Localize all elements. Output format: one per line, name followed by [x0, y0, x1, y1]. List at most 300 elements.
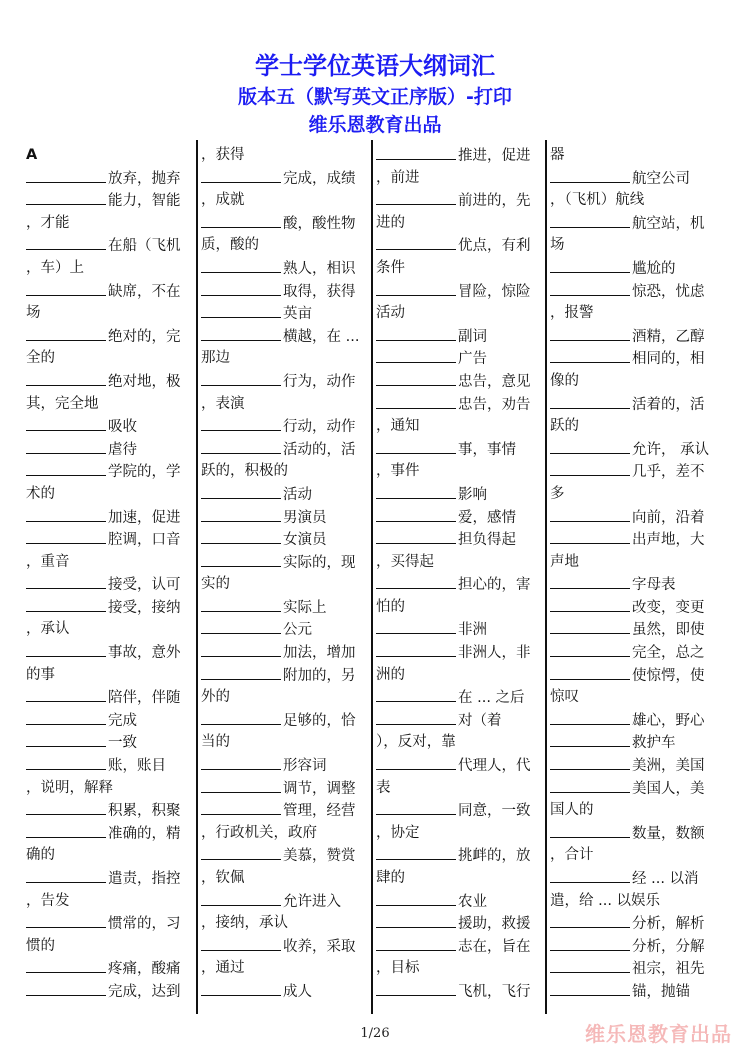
vocab-row [550, 257, 712, 280]
vocab-row [376, 664, 538, 687]
answer-blank-line [376, 980, 456, 996]
vocab-row [26, 686, 188, 709]
answer-blank-line [26, 754, 106, 770]
definition-text: 加速，促进 [108, 509, 181, 526]
definition-text: ，目标 [376, 960, 420, 977]
vocab-row [550, 460, 712, 483]
definition-text: 锚，抛锚 [632, 983, 690, 1000]
definition-text: 收养，采取 [283, 938, 356, 955]
vocab-row [26, 799, 188, 822]
definition-text: 实际上 [283, 599, 327, 616]
vocab-row [201, 302, 363, 325]
vocab-row [26, 822, 188, 845]
answer-blank-line [550, 935, 630, 951]
vocab-row [26, 731, 188, 754]
definition-text: 怕的 [376, 598, 405, 615]
vocab-row [376, 573, 538, 596]
definition-text: 表 [376, 779, 391, 796]
vocab-row [201, 844, 363, 867]
answer-blank-line [26, 280, 106, 296]
vocab-row [376, 483, 538, 506]
vocab-row [26, 528, 188, 551]
vocab-row [376, 641, 538, 664]
vocab-row [201, 822, 363, 845]
vocab-row [376, 980, 538, 1003]
definition-text: 雄心，野心 [632, 712, 705, 729]
vocab-row [26, 393, 188, 416]
definition-text: 农业 [458, 893, 487, 910]
answer-blank-line [550, 460, 630, 476]
vocab-row [550, 347, 712, 370]
answer-blank-line [550, 596, 630, 612]
vocab-row [26, 935, 188, 958]
definition-text: 字母表 [632, 577, 676, 594]
definition-text: 飞机，飞行 [458, 983, 531, 1000]
definition-text: ，接纳，承认 [201, 915, 288, 932]
definition-text: 横越，在 ... [283, 328, 360, 345]
definition-text: 多 [550, 485, 565, 502]
vocab-row [550, 596, 712, 619]
vocab-row [201, 573, 363, 596]
definition-text: 实际的，现 [283, 554, 356, 571]
vocab-row [376, 822, 538, 845]
vocab-row [26, 234, 188, 257]
vocab-row [26, 844, 188, 867]
vocab-row [550, 799, 712, 822]
definition-text: 相同的，相 [632, 351, 705, 368]
answer-blank-line [550, 325, 630, 341]
vocab-row [201, 415, 363, 438]
definition-text: 英亩 [283, 306, 312, 323]
definition-text: 账，账目 [108, 758, 166, 775]
definition-text: ，合计 [550, 847, 594, 864]
definition-text: 陪伴，伴随 [108, 690, 181, 707]
definition-text: 其，完全地 [26, 395, 99, 412]
answer-blank-line [550, 280, 630, 296]
answer-blank-line [376, 618, 456, 634]
vocab-row [376, 777, 538, 800]
vocab-row [26, 483, 188, 506]
vocab-row [376, 370, 538, 393]
vocab-row [550, 686, 712, 709]
vocab-row [201, 393, 363, 416]
vocab-row [550, 370, 712, 393]
definition-text: 完成 [108, 712, 137, 729]
vocab-row [201, 799, 363, 822]
definition-text: 当的 [201, 734, 230, 751]
vocab-row [201, 460, 363, 483]
answer-blank-line [550, 641, 630, 657]
definition-text: 管理，经营 [283, 803, 356, 820]
answer-blank-line [26, 167, 106, 183]
publisher-watermark: 维乐恩教育出品 [585, 1022, 732, 1046]
definition-text: 推进，促进 [458, 148, 531, 164]
answer-blank-line [201, 754, 281, 770]
definition-text: 志在，旨在 [458, 938, 531, 955]
answer-blank-line [550, 393, 630, 409]
definition-text: 允许进入 [283, 893, 341, 910]
vocab-row [550, 980, 712, 1003]
definition-text: 准确的，精 [108, 825, 181, 842]
definition-text: 美国人，美 [632, 780, 705, 797]
answer-blank-line [550, 167, 630, 183]
definition-text: 活动的，活 [283, 441, 356, 458]
vocab-row [26, 596, 188, 619]
answer-blank-line [376, 890, 456, 906]
definition-text: ，获得 [201, 147, 245, 163]
vocab-row [550, 754, 712, 777]
vocab-row [201, 506, 363, 529]
definition-text: 遣责，指控 [108, 871, 181, 887]
vocab-row [201, 483, 363, 506]
answer-blank-line [550, 664, 630, 680]
answer-blank-line [26, 709, 106, 725]
answer-blank-line [201, 551, 281, 567]
definition-text: 调节，调整 [283, 780, 356, 797]
vocab-row [550, 438, 712, 461]
vocab-row [376, 686, 538, 709]
vocab-row [550, 189, 712, 212]
vocab-row [376, 415, 538, 438]
vocab-row [550, 415, 712, 438]
vocab-row [201, 709, 363, 732]
definition-text: 几乎，差不 [632, 464, 705, 481]
vocab-row [376, 709, 538, 732]
definition-text: 接受，接纳 [108, 599, 181, 616]
vocab-row [26, 890, 188, 913]
answer-blank-line [550, 618, 630, 634]
definition-text: 允许， 承认 [632, 441, 710, 458]
definition-text: 女演员 [283, 532, 327, 549]
definition-text: 男演员 [283, 509, 327, 526]
answer-blank-line [26, 415, 106, 431]
vocab-row [376, 799, 538, 822]
vocab-row [26, 415, 188, 438]
definition-text: ，重音 [26, 553, 70, 570]
answer-blank-line [26, 234, 106, 250]
definition-text: 完成，达到 [108, 983, 181, 1000]
definition-text: 学院的，学 [108, 464, 181, 481]
answer-blank-line [201, 212, 281, 228]
vocab-row [550, 822, 712, 845]
definition-text: 代理人，代 [458, 758, 531, 775]
vocab-row [550, 167, 712, 190]
definition-text: 非洲 [458, 622, 487, 639]
answer-blank-line [26, 325, 106, 341]
vocab-row [26, 551, 188, 574]
answer-blank-line [550, 528, 630, 544]
definition-text: 接受，认可 [108, 577, 181, 594]
vocab-row [201, 144, 363, 167]
answer-blank-line [376, 506, 456, 522]
definition-text: 跃的 [550, 418, 579, 435]
definition-text: 担心的，害 [458, 577, 531, 594]
vocab-row [26, 664, 188, 687]
definition-text: 确的 [26, 847, 55, 864]
vocab-row [201, 257, 363, 280]
definition-text: 附加的，另 [283, 667, 356, 684]
answer-blank-line [376, 144, 456, 160]
answer-blank-line [550, 777, 630, 793]
answer-blank-line [376, 280, 456, 296]
publisher-line: 维乐恩教育出品 [308, 114, 442, 136]
vocab-row [26, 754, 188, 777]
definition-text: 忠告，意见 [458, 373, 531, 390]
answer-blank-line [201, 506, 281, 522]
definition-text: 足够的，恰 [283, 712, 356, 729]
vocab-row [376, 144, 538, 167]
definition-text: ，事件 [376, 463, 420, 480]
answer-blank-line [201, 980, 281, 996]
vocab-row [201, 528, 363, 551]
vocab-row [201, 212, 363, 235]
vocab-row [201, 280, 363, 303]
definition-text: 出声地，大 [632, 532, 705, 549]
definition-text: ，通知 [376, 418, 420, 435]
answer-blank-line [26, 189, 106, 205]
definition-text: 公元 [283, 622, 312, 639]
definition-text: 全的 [26, 350, 55, 367]
definition-text: 缺席，不在 [108, 283, 181, 300]
answer-blank-line [26, 596, 106, 612]
vocab-row [201, 596, 363, 619]
vocab-row [550, 280, 712, 303]
answer-blank-line [550, 867, 630, 883]
vocab-column-2 [201, 144, 363, 1003]
answer-blank-line [26, 867, 106, 883]
vocab-row [550, 483, 712, 506]
vocab-row [201, 912, 363, 935]
vocab-column-3 [376, 144, 538, 1003]
definition-text: ，承认 [26, 621, 70, 638]
definition-text: 前进的，先 [458, 193, 531, 210]
answer-blank-line [201, 641, 281, 657]
vocab-row [550, 302, 712, 325]
answer-blank-line [26, 573, 106, 589]
definition-text: 声地 [550, 553, 579, 570]
answer-blank-line [26, 528, 106, 544]
vocab-row [201, 980, 363, 1003]
answer-blank-line [201, 844, 281, 860]
definition-text: 对（着 [458, 712, 502, 729]
vocab-row [376, 890, 538, 913]
answer-blank-line [376, 189, 456, 205]
vocab-row [550, 912, 712, 935]
vocab-row [376, 393, 538, 416]
definition-text: 活动 [376, 305, 405, 322]
definition-text: 救护车 [632, 735, 676, 752]
definition-text: ，车）上 [26, 259, 84, 276]
vocab-row [550, 573, 712, 596]
answer-blank-line [201, 302, 281, 318]
definition-text: 非洲人，非 [458, 645, 531, 662]
definition-text: 质，酸的 [201, 237, 259, 254]
definition-text: 绝对的，完 [108, 328, 181, 345]
vocab-row [376, 506, 538, 529]
vocab-row [376, 618, 538, 641]
definition-text: ，前进 [376, 169, 420, 186]
vocab-row [376, 347, 538, 370]
definition-text: 洲的 [376, 666, 405, 683]
answer-blank-line [550, 912, 630, 928]
vocab-row [550, 890, 712, 913]
vocab-row [550, 844, 712, 867]
vocab-row [376, 935, 538, 958]
vocab-row [376, 167, 538, 190]
definition-text: 腔调，口音 [108, 532, 181, 549]
answer-blank-line [376, 844, 456, 860]
vocab-row [550, 506, 712, 529]
answer-blank-line [26, 370, 106, 386]
definition-text: ，（飞机）航线 [550, 192, 645, 209]
vocab-row [26, 460, 188, 483]
answer-blank-line [201, 483, 281, 499]
definition-text: 吸收 [108, 419, 137, 436]
answer-blank-line [550, 257, 630, 273]
answer-blank-line [201, 257, 281, 273]
definition-text: 援助，救援 [458, 916, 531, 933]
answer-blank-line [376, 347, 456, 363]
definition-text: 改变，变更 [632, 599, 705, 616]
vocab-row [201, 731, 363, 754]
definition-text: 行为，动作 [283, 373, 356, 390]
answer-blank-line [550, 980, 630, 996]
answer-blank-line [201, 528, 281, 544]
definition-text: ，才能 [26, 214, 70, 231]
column-divider [196, 140, 198, 1014]
vocab-row [376, 551, 538, 574]
answer-blank-line [201, 415, 281, 431]
definition-text: 惯的 [26, 937, 55, 954]
definition-text: 成人 [283, 983, 312, 1000]
vocab-row [26, 867, 188, 890]
vocab-row [376, 257, 538, 280]
vocab-row [550, 731, 712, 754]
answer-blank-line [376, 573, 456, 589]
vocab-row [26, 325, 188, 348]
vocab-row [26, 980, 188, 1003]
answer-blank-line [201, 596, 281, 612]
answer-blank-line [201, 280, 281, 296]
answer-blank-line [26, 438, 106, 454]
definition-text: 肆的 [376, 870, 405, 886]
definition-text: 器 [550, 147, 565, 163]
definition-text: 条件 [376, 259, 405, 276]
vocab-row [201, 957, 363, 980]
definition-text: 祖宗，祖先 [632, 961, 705, 978]
answer-blank-line [376, 709, 456, 725]
definition-text: 航空公司 [632, 170, 690, 187]
definition-text: 尴尬的 [632, 260, 676, 277]
definition-text: ，买得起 [376, 553, 434, 570]
vocab-row [376, 844, 538, 867]
definition-text: 同意，一致 [458, 803, 531, 820]
answer-blank-line [376, 912, 456, 928]
vocab-row [26, 438, 188, 461]
definition-text: 进的 [376, 214, 405, 231]
answer-blank-line [376, 370, 456, 386]
definition-text: 加法，增加 [283, 645, 356, 662]
vocab-row [201, 867, 363, 890]
definition-text: ，协定 [376, 824, 420, 841]
definition-text: 术的 [26, 485, 55, 502]
definition-text: 航空站，机 [632, 215, 705, 232]
vocab-row [26, 257, 188, 280]
vocab-row [550, 234, 712, 257]
answer-blank-line [201, 799, 281, 815]
vocab-row [550, 867, 712, 890]
vocab-row [201, 618, 363, 641]
vocab-row [201, 189, 363, 212]
vocab-row [201, 325, 363, 348]
definition-text: 担负得起 [458, 532, 516, 549]
vocab-row [26, 280, 188, 303]
definition-text: 取得，获得 [283, 283, 356, 300]
definition-text: 事故，意外 [108, 645, 181, 662]
definition-text: 冒险，惊险 [458, 283, 531, 300]
answer-blank-line [26, 460, 106, 476]
definition-text: ，表演 [201, 395, 245, 412]
definition-text: ，行政机关，政府 [201, 824, 317, 841]
document-subtitle: 版本五（默写英文正序版）-打印 [238, 86, 512, 108]
vocab-row [550, 709, 712, 732]
vocab-row [201, 890, 363, 913]
vocab-row [376, 912, 538, 935]
answer-blank-line [376, 935, 456, 951]
definition-text: ，成就 [201, 192, 245, 209]
answer-blank-line [550, 573, 630, 589]
vocab-row [201, 167, 363, 190]
document-title: 学士学位英语大纲词汇 [255, 52, 495, 80]
answer-blank-line [201, 618, 281, 634]
definition-text: 一致 [108, 735, 137, 752]
definition-text: 国人的 [550, 802, 594, 819]
answer-blank-line [201, 935, 281, 951]
vocab-row [376, 957, 538, 980]
column-divider [371, 140, 373, 1014]
definition-text: 行动，动作 [283, 419, 356, 436]
definition-text: 积累，积聚 [108, 803, 181, 820]
vocab-row [26, 506, 188, 529]
section-letter [26, 144, 188, 167]
answer-blank-line [376, 438, 456, 454]
vocab-row [376, 438, 538, 461]
vocab-row [376, 280, 538, 303]
definition-text: 酒精，乙醇 [632, 328, 705, 345]
answer-blank-line [26, 641, 106, 657]
definition-text: 场 [26, 305, 41, 322]
vocab-row [376, 754, 538, 777]
answer-blank-line [201, 777, 281, 793]
definition-text: 惊恐，忧虑 [632, 283, 705, 300]
answer-blank-line [550, 438, 630, 454]
definition-text: 副词 [458, 328, 487, 345]
vocab-row [550, 144, 712, 167]
vocab-row [550, 777, 712, 800]
definition-text: 完成，成绩 [283, 170, 356, 187]
definition-text: ，告发 [26, 892, 70, 909]
answer-blank-line [201, 167, 281, 183]
definition-text: 活动 [283, 486, 312, 503]
definition-text: 跃的，积极的 [201, 463, 288, 480]
vocab-row [201, 935, 363, 958]
answer-blank-line [26, 731, 106, 747]
definition-text: 惊叹 [550, 689, 579, 706]
definition-text: 实的 [201, 576, 230, 593]
definition-text: 美慕，赞赏 [283, 848, 356, 865]
vocab-row [26, 302, 188, 325]
definition-text: 像的 [550, 372, 579, 389]
